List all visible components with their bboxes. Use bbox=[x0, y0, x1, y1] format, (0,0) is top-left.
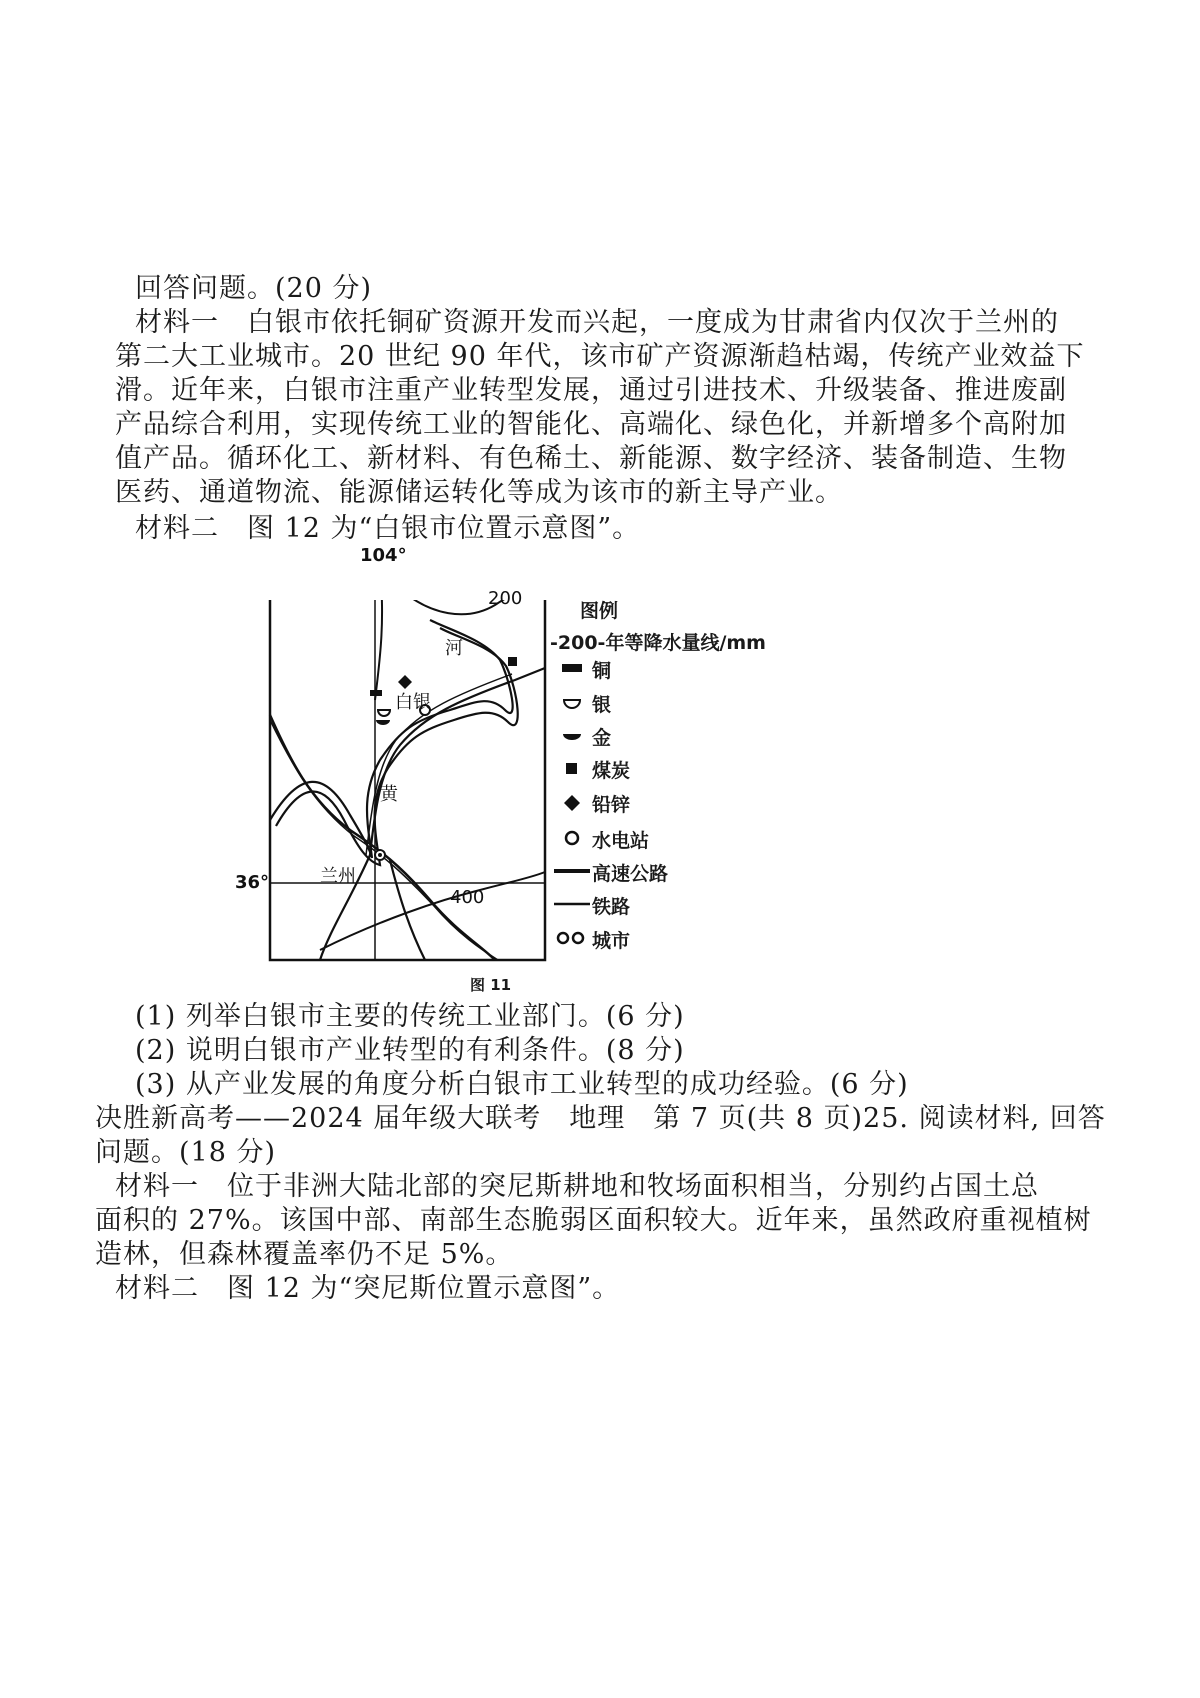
legend-gold: 金 bbox=[592, 727, 612, 749]
legend-city: 城市 bbox=[592, 930, 631, 952]
legend-lead-zinc: 铅锌 bbox=[592, 794, 631, 816]
legend-highway: 高速公路 bbox=[592, 863, 669, 885]
yellow-river-bank bbox=[276, 628, 518, 865]
silver-symbol bbox=[378, 710, 390, 716]
page-footer: 决胜新高考——2024 届年级大联考 地理 第 7 页(共 8 页)25. 阅读材料, 回答 bbox=[95, 1103, 1106, 1134]
yellow-river-bank bbox=[270, 620, 513, 858]
railway-line bbox=[270, 715, 495, 960]
legend-silver-icon bbox=[564, 700, 580, 708]
gold-symbol bbox=[376, 720, 390, 725]
legend-coal-icon bbox=[566, 763, 577, 774]
lead-zinc-symbol bbox=[398, 675, 412, 689]
q24-material1-line: 产品综合利用，实现传统工业的智能化、高端化、绿色化，并新增多个高附加 bbox=[115, 409, 1067, 440]
q24-material1-line: 第二大工业城市。20 世纪 90 年代，该市矿产资源渐趋枯竭，传统产业效益下 bbox=[115, 341, 1085, 372]
q25-material1-line: 材料一 位于非洲大陆北部的突尼斯耕地和牧场面积相当，分别约占国土总 bbox=[115, 1171, 1039, 1202]
legend-copper: 铜 bbox=[592, 660, 612, 682]
q24-question: (3) 从产业发展的角度分析白银市工业转型的成功经验。(6 分) bbox=[135, 1069, 909, 1100]
legend-coal: 煤炭 bbox=[592, 760, 631, 782]
q24-question: (2) 说明白银市产业转型的有利条件。(8 分) bbox=[135, 1035, 685, 1066]
legend-railway: 铁路 bbox=[592, 896, 631, 918]
latitude-label: 36° bbox=[235, 872, 270, 893]
q25-material2: 材料二 图 12 为“突尼斯位置示意图”。 bbox=[115, 1273, 621, 1304]
legend-lead-zinc-icon bbox=[564, 795, 580, 811]
city-label-lanzhou: 兰州 bbox=[320, 866, 356, 887]
q24-material1-line: 滑。近年来，白银市注重产业转型发展，通过引进技术、升级装备、推进废副 bbox=[115, 375, 1067, 406]
q24-material1-line: 医药、通道物流、能源储运转化等成为该市的新主导产业。 bbox=[115, 477, 843, 508]
longitude-label: 104° bbox=[360, 545, 407, 566]
legend-gold-icon bbox=[563, 734, 581, 740]
q24-material2: 材料二 图 12 为“白银市位置示意图”。 bbox=[135, 513, 641, 544]
legend-hydropower: 水电站 bbox=[592, 830, 650, 852]
legend-hydropower-icon bbox=[566, 832, 578, 844]
q25-material1-line: 造林，但森林覆盖率仍不足 5%。 bbox=[95, 1239, 514, 1270]
river-label: 黄 bbox=[380, 784, 398, 805]
q25-material1-line: 面积的 27%。该国中部、南部生态脆弱区面积较大。近年来，虽然政府重视植树 bbox=[95, 1205, 1092, 1236]
legend-city-icon bbox=[558, 933, 568, 943]
legend-title: 图例 bbox=[580, 600, 619, 622]
coal-symbol bbox=[508, 657, 517, 666]
map-frame bbox=[270, 600, 545, 960]
q24-material1-line: 材料一 白银市依托铜矿资源开发而兴起，一度成为甘肃省内仅次于兰州的 bbox=[135, 307, 1059, 338]
legend-copper-icon bbox=[562, 664, 582, 672]
q24-question: (1) 列举白银市主要的传统工业部门。(6 分) bbox=[135, 1001, 685, 1032]
isoline-400-label: 400 bbox=[450, 887, 485, 908]
q24-material1-line: 值产品。循环化工、新材料、有色稀土、新能源、数字经济、装备制造、生物 bbox=[115, 443, 1067, 474]
legend-isoline: -200-年等降水量线/mm bbox=[550, 632, 766, 654]
city-label-baiyin: 白银 bbox=[395, 692, 431, 713]
q24-intro: 回答问题。(20 分) bbox=[135, 273, 373, 304]
river-label: 河 bbox=[445, 638, 463, 659]
q25-intro: 问题。(18 分) bbox=[95, 1137, 277, 1168]
legend-silver: 银 bbox=[592, 694, 612, 716]
figure-caption: 图 11 bbox=[470, 976, 512, 994]
copper-symbol bbox=[370, 690, 382, 696]
isoline-200-label: 200 bbox=[488, 588, 523, 609]
railway-line bbox=[375, 600, 382, 700]
